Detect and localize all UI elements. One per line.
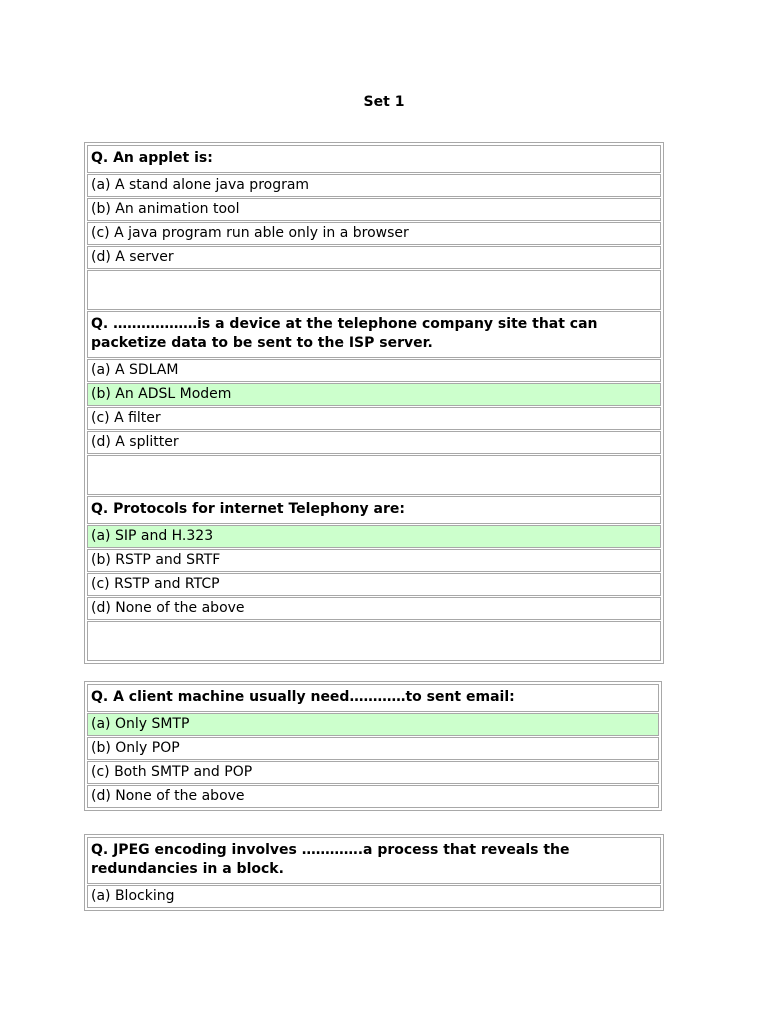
page-title: Set 1 (363, 94, 405, 110)
question-5-text: Q. JPEG encoding involves ………….a process that reveals the redundancies in a block. (87, 837, 661, 884)
question-4-option-c: (c) Both SMTP and POP (87, 761, 659, 784)
question-2-option-d: (d) A splitter (87, 431, 661, 454)
question-2-text: Q. ………………is a device at the telephone company site that can packetize data to be sent to the ISP server. (87, 311, 661, 358)
question-3-spacer (87, 621, 661, 661)
question-1-text: Q. An applet is: (87, 145, 661, 173)
question-1-option-a: (a) A stand alone java program (87, 174, 661, 197)
question-table-1 (84, 142, 664, 664)
question-4-option-a-correct: (a) Only SMTP (87, 713, 659, 736)
question-2-option-b-correct: (b) An ADSL Modem (87, 383, 661, 406)
question-4-option-b: (b) Only POP (87, 737, 659, 760)
question-3-option-b: (b) RSTP and SRTF (87, 549, 661, 572)
question-1-option-b: (b) An animation tool (87, 198, 661, 221)
question-2-option-a: (a) A SDLAM (87, 359, 661, 382)
question-3-text: Q. Protocols for internet Telephony are: (87, 496, 661, 524)
question-table-3 (84, 834, 664, 911)
question-3-option-c: (c) RSTP and RTCP (87, 573, 661, 596)
question-4-text: Q. A client machine usually need…………to sent email: (87, 684, 659, 712)
question-3-option-d: (d) None of the above (87, 597, 661, 620)
question-1-option-c: (c) A java program run able only in a browser (87, 222, 661, 245)
question-5-option-a: (a) Blocking (87, 885, 661, 908)
question-3-option-a-correct: (a) SIP and H.323 (87, 525, 661, 548)
question-table-2 (84, 681, 662, 811)
question-2-option-c: (c) A filter (87, 407, 661, 430)
question-2-spacer (87, 455, 661, 495)
question-1-spacer (87, 270, 661, 310)
question-4-option-d: (d) None of the above (87, 785, 659, 808)
question-1-option-d: (d) A server (87, 246, 661, 269)
